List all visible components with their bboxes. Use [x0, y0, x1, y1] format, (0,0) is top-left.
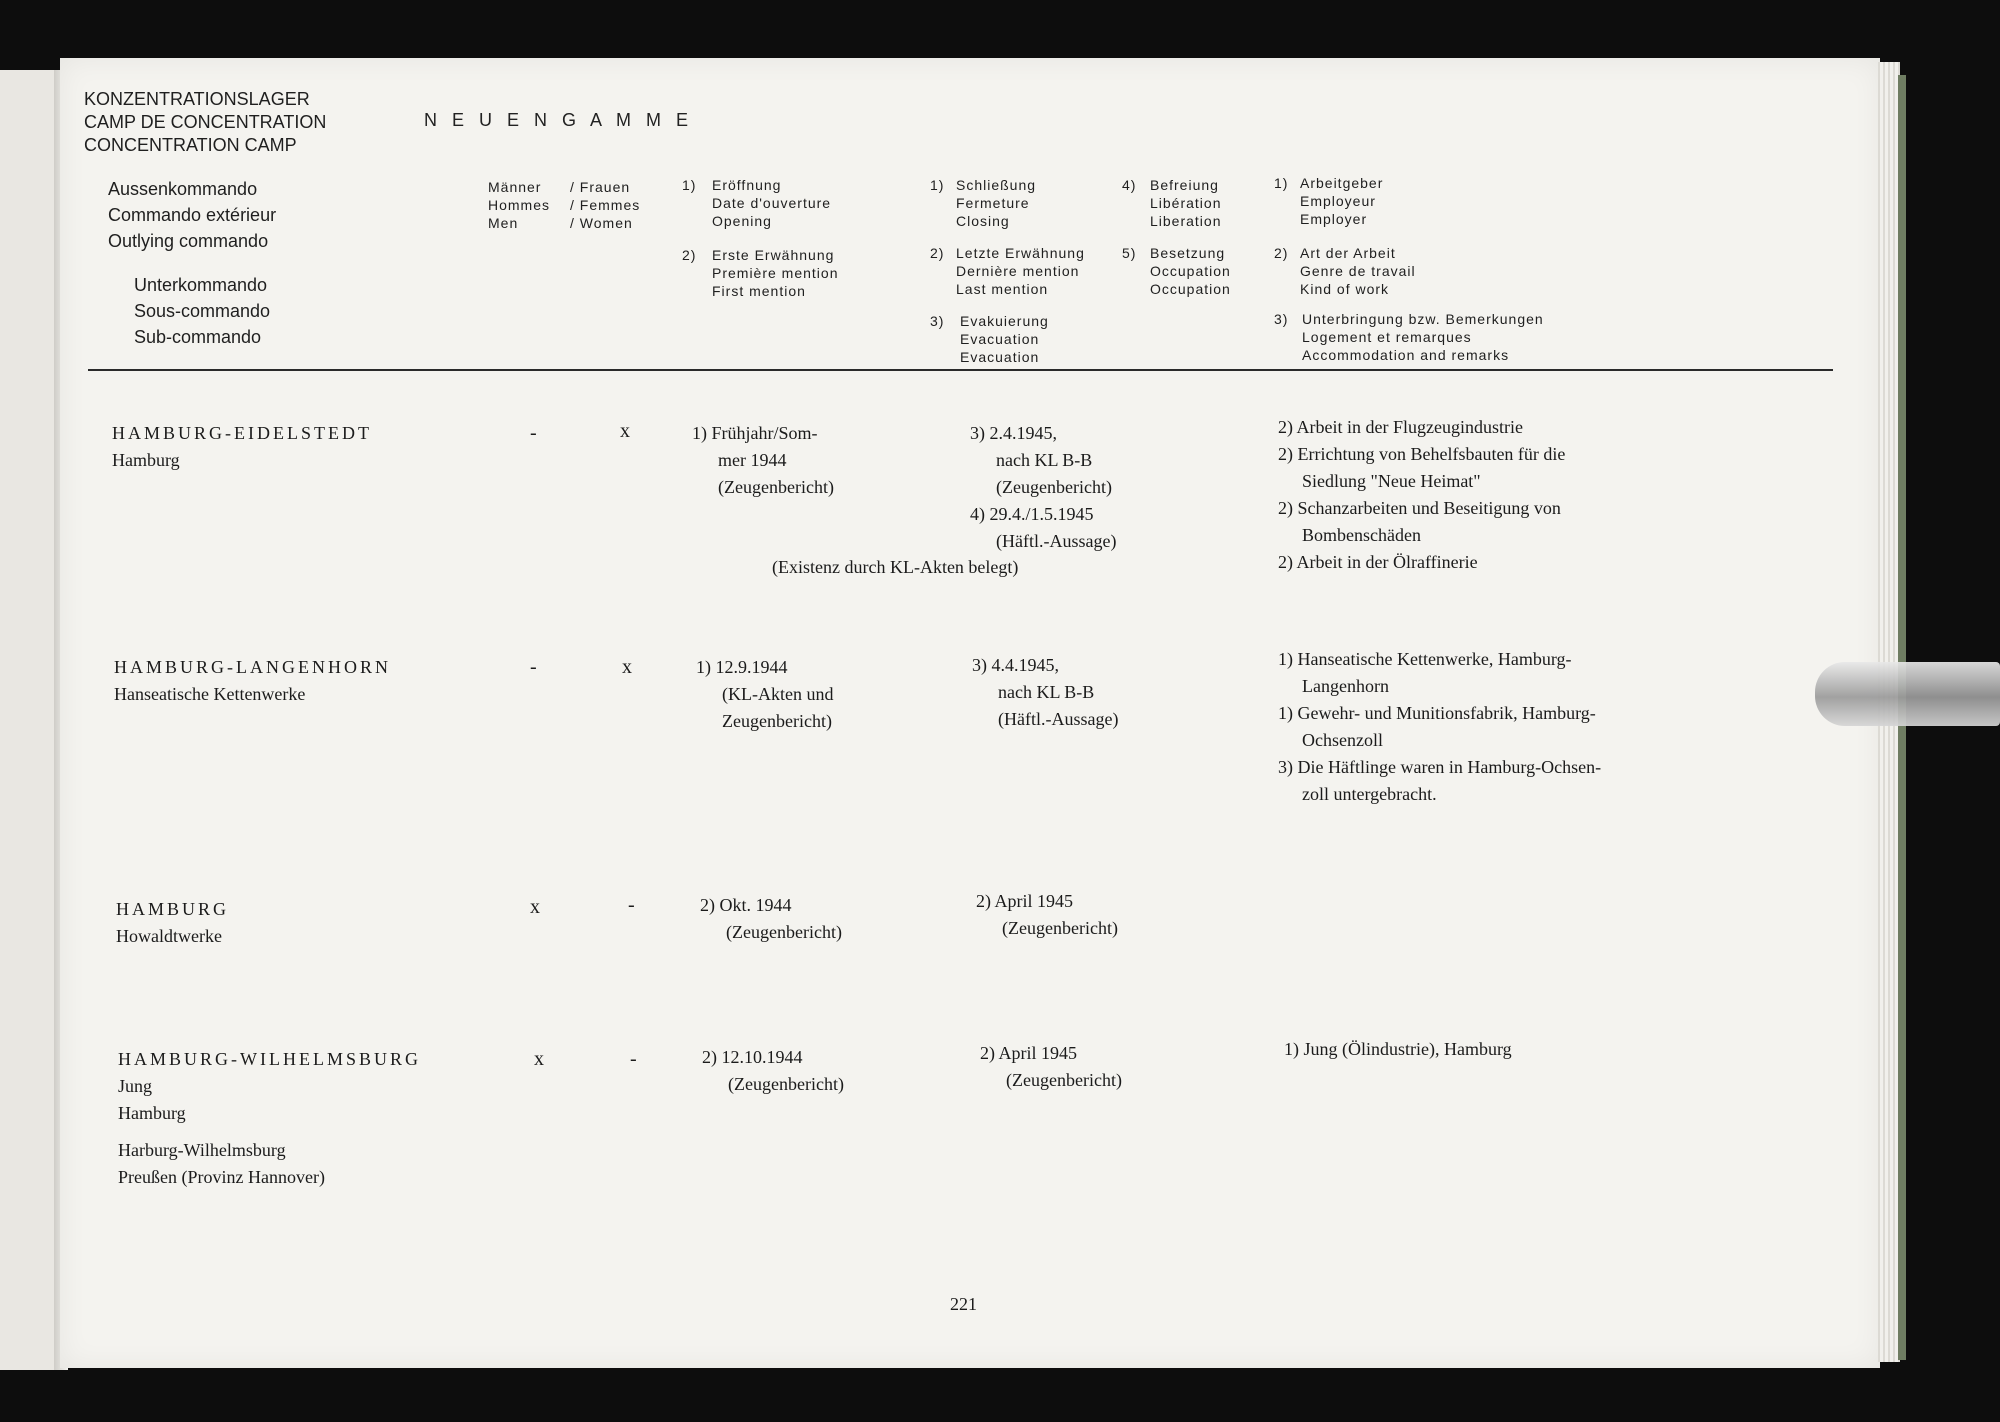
entry-note: (Existenz durch KL-Akten belegt): [772, 557, 1019, 577]
aussenkommando-label: [108, 176, 276, 254]
page-number: 221: [950, 1294, 977, 1314]
header-divider-line: [88, 369, 1833, 371]
camp-type-block: [84, 88, 326, 157]
entry-closing: [976, 888, 1118, 942]
closing-en: Closing: [956, 213, 1010, 229]
men-mark: -: [530, 422, 537, 444]
entry-work: [1278, 646, 1601, 808]
kind-of-work-fr: Genre de travail: [1300, 263, 1416, 279]
camp-name: N E U E N G A M M E: [424, 110, 694, 130]
employer-fr: Employeur: [1300, 193, 1376, 209]
closing-line: 2) April 1945: [980, 1043, 1077, 1063]
women-de: / Frauen: [570, 179, 631, 195]
facing-page: [0, 70, 60, 1370]
opening-fr: Date d'ouverture: [712, 195, 832, 211]
opening-line: 2) 12.10.1944: [702, 1047, 803, 1067]
men-mark: x: [534, 1048, 544, 1070]
liberation-en: Liberation: [1150, 213, 1222, 229]
work-line: 2) Errichtung von Behelfsbauten für die: [1278, 444, 1566, 464]
entry-opening: [702, 1044, 844, 1098]
unterkommando-de: Unterkommando: [134, 275, 268, 295]
opening-line: 1) Frühjahr/Som-: [692, 423, 818, 443]
header-col1-num: 1): [682, 177, 697, 193]
men-fr: Hommes: [488, 197, 551, 213]
opening-line: (Zeugenbericht): [728, 1074, 844, 1094]
work-line: Bombenschäden: [1302, 525, 1421, 545]
closing-line: (Häftl.-Aussage): [998, 709, 1119, 729]
entry-langenhorn: [114, 654, 391, 708]
closing-fr: Fermeture: [956, 195, 1030, 211]
last-mention-fr: Dernière mention: [956, 263, 1080, 279]
entry-hamburg-howaldtwerke: [116, 896, 229, 950]
entry-place: Hamburg: [112, 450, 180, 470]
work-line: Siedlung "Neue Heimat": [1302, 471, 1481, 491]
accommodation-fr: Logement et remarques: [1302, 329, 1472, 345]
unterkommando-label: [134, 272, 270, 350]
closing-line: (Zeugenbericht): [1006, 1070, 1122, 1090]
header-col6-num: 4): [1122, 177, 1137, 193]
header-employer: [1300, 174, 1383, 228]
entry-closing: [970, 420, 1116, 555]
entry-opening: [692, 420, 834, 501]
closing-line: (Zeugenbericht): [1002, 918, 1118, 938]
entry-place: Hamburg: [118, 1103, 186, 1123]
camp-type-en: CONCENTRATION CAMP: [84, 135, 297, 155]
closing-de: Schließung: [956, 177, 1037, 193]
unterkommando-fr: Sous-commando: [134, 301, 271, 321]
entry-place: Howaldtwerke: [116, 926, 222, 946]
closing-line: 4) 29.4./1.5.1945: [970, 504, 1094, 524]
header-liberation: [1150, 176, 1222, 230]
closing-line: nach KL B-B: [996, 450, 1093, 470]
aussenkommando-de: Aussenkommando: [108, 179, 258, 199]
aussenkommando-fr: Commando extérieur: [108, 205, 277, 225]
accommodation-en: Accommodation and remarks: [1302, 347, 1510, 363]
header-col10-num: 3): [1274, 311, 1289, 327]
kind-of-work-de: Art der Arbeit: [1300, 245, 1396, 261]
work-line: 1) Jung (Ölindustrie), Hamburg: [1284, 1039, 1512, 1059]
women-en: / Women: [570, 215, 633, 231]
page-clip: [1815, 662, 2000, 726]
men-mark: x: [530, 896, 540, 918]
entry-closing: [972, 652, 1118, 733]
employer-en: Employer: [1300, 211, 1368, 227]
women-mark: -: [628, 894, 635, 916]
entry-wilhelmsburg: [118, 1046, 421, 1191]
entry-work: [1284, 1036, 1512, 1063]
liberation-de: Befreiung: [1150, 177, 1219, 193]
entry-place-region: Preußen (Provinz Hannover): [118, 1167, 325, 1187]
entry-place: Hanseatische Kettenwerke: [114, 684, 306, 704]
work-line: 3) Die Häftlinge waren in Hamburg-Ochsen-: [1278, 757, 1602, 777]
opening-en: Opening: [712, 213, 772, 229]
women-mark: -: [630, 1048, 637, 1070]
entry-name: HAMBURG: [116, 899, 230, 919]
women-mark: x: [620, 420, 630, 442]
liberation-fr: Libération: [1150, 195, 1222, 211]
entry-name: HAMBURG-LANGENHORN: [114, 657, 391, 677]
entry-opening: [696, 654, 833, 735]
book-page: [60, 58, 1880, 1368]
accommodation-de: Unterbringung bzw. Bemerkungen: [1302, 311, 1544, 327]
opening-line: 1) 12.9.1944: [696, 657, 788, 677]
entry-name: HAMBURG-EIDELSTEDT: [112, 423, 372, 443]
aussenkommando-en: Outlying commando: [108, 231, 269, 251]
closing-line: (Häftl.-Aussage): [996, 531, 1117, 551]
entry-eidelstedt: [112, 420, 372, 474]
header-col9-num: 2): [1274, 245, 1289, 261]
entry-opening: [700, 892, 842, 946]
women-mark: x: [622, 656, 632, 678]
evacuation-en: Evacuation: [960, 349, 1040, 365]
header-women: [570, 178, 640, 232]
evacuation-fr: Evacuation: [960, 331, 1040, 347]
header-first-mention: [712, 246, 839, 300]
evacuation-de: Evakuierung: [960, 313, 1049, 329]
work-line: Ochsenzoll: [1302, 730, 1383, 750]
first-mention-de: Erste Erwähnung: [712, 247, 835, 263]
closing-line: 3) 4.4.1945,: [972, 655, 1059, 675]
header-men: [488, 178, 550, 232]
work-line: 2) Schanzarbeiten und Beseitigung von: [1278, 498, 1561, 518]
men-en: Men: [488, 215, 519, 231]
unterkommando-en: Sub-commando: [134, 327, 262, 347]
occupation-de: Besetzung: [1150, 245, 1226, 261]
opening-line: (Zeugenbericht): [718, 477, 834, 497]
last-mention-en: Last mention: [956, 281, 1049, 297]
men-mark: -: [530, 656, 537, 678]
opening-line: 2) Okt. 1944: [700, 895, 792, 915]
header-opening: [712, 176, 831, 230]
kind-of-work-en: Kind of work: [1300, 281, 1390, 297]
opening-line: (KL-Akten und: [722, 684, 834, 704]
header-col4-num: 2): [930, 245, 945, 261]
header-occupation: [1150, 244, 1231, 298]
women-fr: / Femmes: [570, 197, 641, 213]
header-accommodation: [1302, 310, 1544, 364]
men-de: Männer: [488, 179, 542, 195]
closing-line: nach KL B-B: [998, 682, 1095, 702]
work-line: 2) Arbeit in der Flugzeugindustrie: [1278, 417, 1523, 437]
header-col8-num: 1): [1274, 175, 1289, 191]
header-evacuation: [960, 312, 1049, 366]
work-line: zoll untergebracht.: [1302, 784, 1437, 804]
header-last-mention: [956, 244, 1085, 298]
work-line: 1) Gewehr- und Munitionsfabrik, Hamburg-: [1278, 703, 1596, 723]
closing-line: 2) April 1945: [976, 891, 1073, 911]
header-col2-num: 2): [682, 247, 697, 263]
first-mention-en: First mention: [712, 283, 806, 299]
camp-type-de: KONZENTRATIONSLAGER: [84, 89, 310, 109]
header-kind-of-work: [1300, 244, 1416, 298]
header-closing: [956, 176, 1036, 230]
occupation-fr: Occupation: [1150, 263, 1231, 279]
opening-de: Eröffnung: [712, 177, 782, 193]
closing-line: (Zeugenbericht): [996, 477, 1112, 497]
camp-type-fr: CAMP DE CONCENTRATION: [84, 112, 327, 132]
header-col5-num: 3): [930, 313, 945, 329]
header-col3-num: 1): [930, 177, 945, 193]
first-mention-fr: Première mention: [712, 265, 839, 281]
entry-work: [1278, 414, 1565, 576]
last-mention-de: Letzte Erwähnung: [956, 245, 1085, 261]
occupation-en: Occupation: [1150, 281, 1231, 297]
closing-line: 3) 2.4.1945,: [970, 423, 1057, 443]
opening-line: Zeugenbericht): [722, 711, 832, 731]
opening-line: mer 1944: [718, 450, 787, 470]
employer-de: Arbeitgeber: [1300, 175, 1384, 191]
entry-closing: [980, 1040, 1122, 1094]
entry-place: Jung: [118, 1076, 153, 1096]
work-line: 2) Arbeit in der Ölraffinerie: [1278, 552, 1478, 572]
opening-line: (Zeugenbericht): [726, 922, 842, 942]
header-col7-num: 5): [1122, 245, 1137, 261]
work-line: 1) Hanseatische Kettenwerke, Hamburg-: [1278, 649, 1572, 669]
entry-place-region: Harburg-Wilhelmsburg: [118, 1140, 286, 1160]
work-line: Langenhorn: [1302, 676, 1389, 696]
entry-name: HAMBURG-WILHELMSBURG: [118, 1049, 421, 1069]
